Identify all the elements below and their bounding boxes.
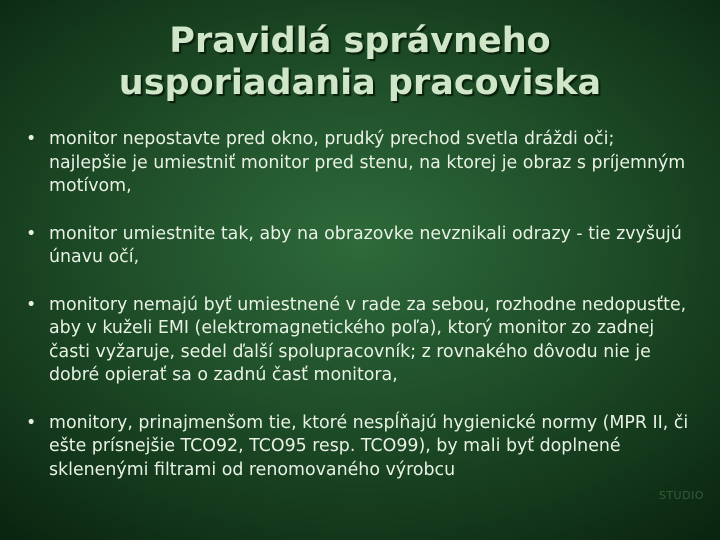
bullet-dot-icon: •: [26, 294, 37, 315]
bullet-item: [24, 412, 696, 483]
bullet-text: monitory, prinajmenšom tie, ktoré nespĺňajú hygienické normy (MPR II, či ešte prísnejšie TCO92, TCO95 resp. TCO99), by mali byť doplnené sklenenými filtrami od renomovaného výrobcu: [49, 412, 689, 480]
bullet-text: monitory nemajú byť umiestnené v rade za sebou, rozhodne nedopusťte, aby v kuželi EMI (elektromagnetického poľa), ktorý monitor zo zadnej časti vyžaruje, sedel ďalší spolupracovník; z rovnakého dôvodu nie je dobré opierať sa o zadnú časť monitora,: [49, 294, 687, 385]
bullet-item: [24, 128, 696, 199]
bullet-dot-icon: •: [26, 223, 37, 244]
watermark-text: STUDIO: [658, 489, 704, 502]
bullet-dot-icon: •: [26, 129, 37, 149]
bullet-dot-icon: •: [26, 412, 37, 433]
bullet-item: [24, 223, 696, 270]
slide-title: Pravidlá správneho usporiadania pracoviska: [118, 21, 602, 103]
bullet-text: monitor nepostavte pred okno, prudký prechod svetla dráždi oči; najlepšie je umiestniť monitor pred stenu, na ktorej je obraz s príjemným motívom,: [49, 129, 686, 196]
bullet-text: monitor umiestnite tak, aby na obrazovke nevznikali odrazy - tie zvyšujú únavu očí,: [49, 223, 682, 267]
bullet-item: [24, 294, 696, 388]
bullet-list: [24, 128, 696, 506]
